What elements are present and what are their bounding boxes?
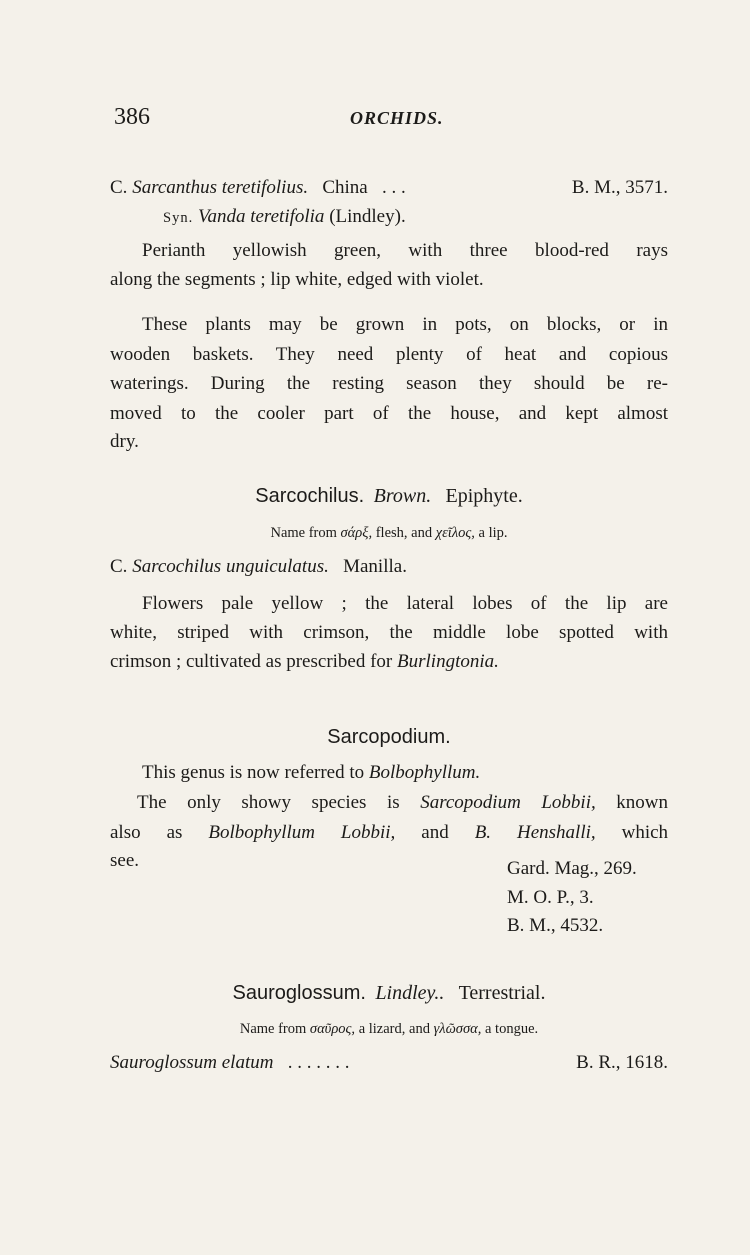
text: This genus is now referred to	[142, 762, 365, 783]
genus-reference: Burlingtonia.	[397, 651, 499, 672]
sarcopodium-line-1	[142, 759, 668, 786]
sarcopodium-ref-2: M. O. P., 3.	[507, 887, 594, 908]
species-reference: Bolbophyllum Lobbii,	[208, 822, 396, 843]
culture-line-4: moved to the cooler part of the house, and kept almost	[110, 403, 668, 424]
page-number: 386	[114, 104, 150, 130]
running-title: ORCHIDS.	[350, 108, 444, 128]
reference: B. M., 3571.	[571, 177, 668, 198]
sarcanthus-description-line-1: Perianth yellowish green, with three blood-red rays	[142, 240, 668, 261]
text: and	[421, 822, 449, 843]
species-reference: Sarcopodium Lobbii,	[420, 792, 596, 813]
genus-name: Sarcochilus.	[255, 485, 365, 507]
species-reference: B. Henshalli,	[474, 822, 596, 843]
etymology-text: a lizard, and	[358, 1021, 430, 1037]
greek-word: χεῖλος,	[435, 525, 475, 541]
text: also as	[110, 822, 183, 843]
locality: Manilla.	[343, 556, 407, 577]
sarcopodium-ref-1: Gard. Mag., 269.	[507, 858, 637, 879]
sauroglossum-entry-line	[110, 1049, 668, 1076]
text: known	[616, 792, 669, 813]
sauroglossum-heading	[110, 980, 668, 1007]
genus-habit: Terrestrial.	[458, 982, 546, 1004]
sarcopodium-line-4: see.	[110, 850, 140, 871]
sarcochilus-description-line-1: Flowers pale yellow ; the lateral lobes of the lip are	[142, 593, 668, 614]
locality: China	[322, 177, 368, 198]
sarcochilus-description-line-2: white, striped with crimson, the middle lobe spotted with	[110, 622, 668, 643]
sarcanthus-description-line-2: along the segments ; lip white, edged with violet.	[110, 269, 484, 290]
sarcopodium-ref-3: B. M., 4532.	[507, 915, 604, 936]
page-header	[110, 104, 670, 136]
text: The only showy species is	[137, 792, 400, 813]
sarcochilus-heading	[110, 483, 668, 510]
etymology-prefix: Name from	[270, 525, 337, 541]
genus-name: Sarcopodium.	[327, 726, 451, 748]
genus-habit: Epiphyte.	[445, 485, 523, 507]
description-text: crimson ; cultivated as prescribed for	[110, 651, 393, 672]
leader-dots: . . .	[382, 177, 406, 198]
text: which	[621, 822, 669, 843]
culture-line-3: waterings. During the resting season they should be re-	[110, 373, 668, 394]
greek-word: σαῦρος,	[309, 1021, 356, 1037]
synonym-name: Vanda teretifolia	[197, 206, 325, 227]
etymology-text: a tongue.	[484, 1021, 539, 1037]
sarcochilus-entry-line	[110, 553, 668, 580]
entry-prefix: C.	[110, 556, 128, 577]
species-name: Sauroglossum elatum	[110, 1052, 274, 1073]
synonym-author: (Lindley).	[329, 206, 406, 227]
etymology-text: flesh, and	[375, 525, 433, 541]
etymology-prefix: Name from	[239, 1021, 307, 1037]
sauroglossum-etymology	[110, 1016, 668, 1043]
sarcanthus-entry-line	[110, 174, 668, 201]
genus-author: Lindley..	[375, 982, 445, 1004]
reference: B. R., 1618.	[576, 1052, 668, 1073]
leader-dots: . . . . . . .	[287, 1052, 350, 1073]
sarcanthus-synonym-line	[163, 203, 663, 232]
sarcopodium-heading	[110, 724, 668, 751]
species-name: Sarcanthus teretifolius.	[132, 177, 309, 198]
culture-line-1: These plants may be grown in pots, on blocks, or in	[142, 314, 668, 335]
etymology-text: a lip.	[478, 525, 508, 541]
genus-author: Brown.	[373, 485, 432, 507]
genus-name: Sauroglossum.	[232, 982, 366, 1004]
greek-word: σάρξ,	[340, 525, 373, 541]
sarcopodium-line-3	[110, 819, 668, 846]
sarcochilus-etymology	[110, 520, 668, 547]
culture-line-2: wooden baskets. They need plenty of heat and copious	[110, 344, 668, 365]
syn-label: Syn.	[163, 210, 194, 226]
sarcopodium-line-2	[137, 789, 668, 816]
entry-prefix: C.	[110, 177, 128, 198]
genus-reference: Bolbophyllum.	[368, 762, 481, 783]
species-name: Sarcochilus unguiculatus.	[132, 556, 329, 577]
culture-line-5: dry.	[110, 431, 139, 452]
sarcochilus-description-line-3	[110, 648, 668, 675]
greek-word: γλῶσσα,	[433, 1021, 482, 1037]
